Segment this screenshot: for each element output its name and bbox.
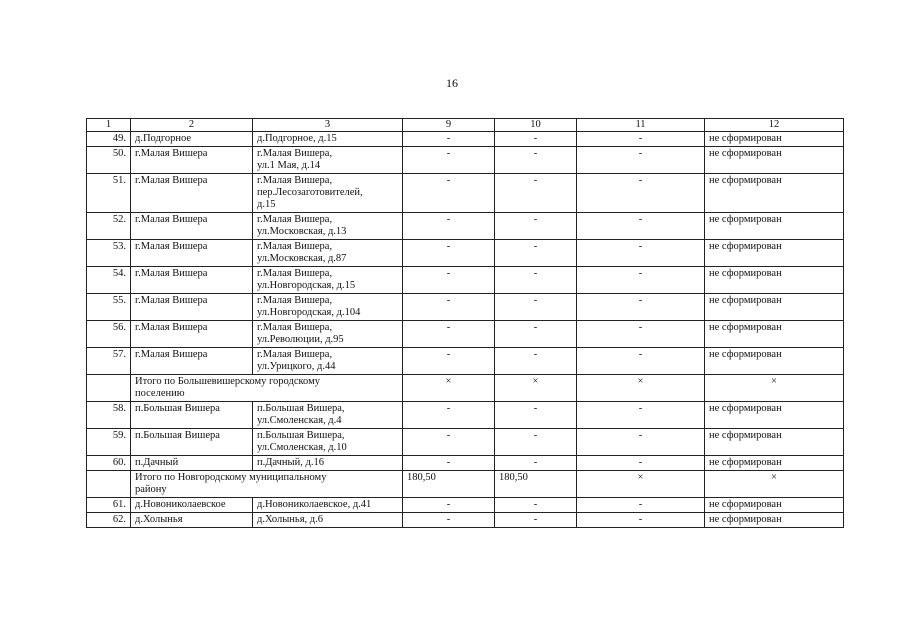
address-cell: п.Большая Вишера, ул.Смоленская, д.4	[253, 402, 403, 429]
col10-cell: -	[495, 498, 577, 513]
address-cell: г.Малая Вишера, ул.Московская, д.87	[253, 240, 403, 267]
column-header: 12	[705, 119, 844, 132]
col10-cell: -	[495, 429, 577, 456]
status-cell: не сформирован	[705, 132, 844, 147]
status-cell: не сформирован	[705, 213, 844, 240]
status-cell: ×	[705, 471, 844, 498]
col9-cell: -	[403, 321, 495, 348]
column-header: 1	[87, 119, 131, 132]
col11-cell: -	[577, 429, 705, 456]
row-number: 58.	[87, 402, 131, 429]
table-row	[87, 240, 844, 267]
table-row	[87, 294, 844, 321]
settlement-cell: п.Большая Вишера	[131, 402, 253, 429]
col11-cell: -	[577, 456, 705, 471]
table-row	[87, 132, 844, 147]
col11-cell: -	[577, 402, 705, 429]
row-number: 50.	[87, 147, 131, 174]
col10-cell: -	[495, 321, 577, 348]
address-cell: д.Новониколаевское, д.41	[253, 498, 403, 513]
register-table	[86, 118, 844, 528]
table-body	[87, 132, 844, 528]
column-header: 10	[495, 119, 577, 132]
col10-cell: -	[495, 147, 577, 174]
col9-cell: -	[403, 294, 495, 321]
col9-cell: -	[403, 498, 495, 513]
col11-cell: -	[577, 132, 705, 147]
col9-cell: -	[403, 240, 495, 267]
col10-cell: -	[495, 213, 577, 240]
status-cell: не сформирован	[705, 348, 844, 375]
address-cell: г.Малая Вишера, пер.Лесозаготовителей, д.15	[253, 174, 403, 213]
settlement-cell: г.Малая Вишера	[131, 294, 253, 321]
status-cell: не сформирован	[705, 498, 844, 513]
status-cell: не сформирован	[705, 294, 844, 321]
col11-cell: -	[577, 213, 705, 240]
col10-cell: ×	[495, 375, 577, 402]
table-row	[87, 174, 844, 213]
col9-cell: -	[403, 132, 495, 147]
table-row	[87, 267, 844, 294]
settlement-cell: г.Малая Вишера	[131, 147, 253, 174]
row-number: 49.	[87, 132, 131, 147]
settlement-cell: п.Большая Вишера	[131, 429, 253, 456]
col9-cell: -	[403, 348, 495, 375]
col11-cell: -	[577, 240, 705, 267]
row-number: 55.	[87, 294, 131, 321]
settlement-cell: д.Холынья	[131, 513, 253, 528]
settlement-cell: д.Новониколаевское	[131, 498, 253, 513]
settlement-cell: г.Малая Вишера	[131, 267, 253, 294]
col10-cell: -	[495, 513, 577, 528]
settlement-cell: г.Малая Вишера	[131, 240, 253, 267]
status-cell: не сформирован	[705, 267, 844, 294]
col10-cell: -	[495, 402, 577, 429]
col10-cell: -	[495, 294, 577, 321]
col9-cell: -	[403, 513, 495, 528]
row-number: 54.	[87, 267, 131, 294]
table-row	[87, 456, 844, 471]
total-row	[87, 375, 844, 402]
row-number: 62.	[87, 513, 131, 528]
col11-cell: -	[577, 498, 705, 513]
col9-cell: -	[403, 429, 495, 456]
address-cell: п.Большая Вишера, ул.Смоленская, д.10	[253, 429, 403, 456]
total-row	[87, 471, 844, 498]
col11-cell: ×	[577, 471, 705, 498]
status-cell: не сформирован	[705, 147, 844, 174]
column-header: 2	[131, 119, 253, 132]
status-cell: не сформирован	[705, 174, 844, 213]
col9-cell: -	[403, 213, 495, 240]
settlement-cell: г.Малая Вишера	[131, 348, 253, 375]
table-row	[87, 513, 844, 528]
col9-cell: -	[403, 456, 495, 471]
status-cell: не сформирован	[705, 402, 844, 429]
column-header: 11	[577, 119, 705, 132]
column-header: 9	[403, 119, 495, 132]
col11-cell: -	[577, 294, 705, 321]
col9-cell: 180,50	[403, 471, 495, 498]
table-row	[87, 498, 844, 513]
settlement-cell: п.Дачный	[131, 456, 253, 471]
settlement-cell: г.Малая Вишера	[131, 321, 253, 348]
status-cell: не сформирован	[705, 429, 844, 456]
address-cell: г.Малая Вишера, ул.1 Мая, д.14	[253, 147, 403, 174]
address-cell: п.Дачный, д.16	[253, 456, 403, 471]
col9-cell: -	[403, 267, 495, 294]
col11-cell: -	[577, 321, 705, 348]
settlement-cell: г.Малая Вишера	[131, 213, 253, 240]
total-label: Итого по Большевишерскому городскому поселению	[131, 375, 403, 402]
row-number: 61.	[87, 498, 131, 513]
status-cell: не сформирован	[705, 513, 844, 528]
row-number: 53.	[87, 240, 131, 267]
row-number-empty	[87, 471, 131, 498]
address-cell: г.Малая Вишера, ул.Московская, д.13	[253, 213, 403, 240]
table-row	[87, 147, 844, 174]
col10-cell: -	[495, 132, 577, 147]
col9-cell: -	[403, 402, 495, 429]
col11-cell: -	[577, 147, 705, 174]
row-number-empty	[87, 375, 131, 402]
status-cell: не сформирован	[705, 240, 844, 267]
address-cell: г.Малая Вишера, ул.Революции, д.95	[253, 321, 403, 348]
status-cell: не сформирован	[705, 321, 844, 348]
row-number: 51.	[87, 174, 131, 213]
col10-cell: -	[495, 240, 577, 267]
settlement-cell: г.Малая Вишера	[131, 174, 253, 213]
table-row	[87, 321, 844, 348]
row-number: 60.	[87, 456, 131, 471]
table-row	[87, 429, 844, 456]
col11-cell: -	[577, 348, 705, 375]
address-cell: д.Подгорное, д.15	[253, 132, 403, 147]
col10-cell: -	[495, 267, 577, 294]
table-row	[87, 348, 844, 375]
col11-cell: -	[577, 513, 705, 528]
address-cell: д.Холынья, д.6	[253, 513, 403, 528]
row-number: 56.	[87, 321, 131, 348]
col10-cell: 180,50	[495, 471, 577, 498]
table-row	[87, 213, 844, 240]
total-label: Итого по Новгородскому муниципальному району	[131, 471, 403, 498]
address-cell: г.Малая Вишера, ул.Урицкого, д.44	[253, 348, 403, 375]
col10-cell: -	[495, 174, 577, 213]
status-cell: ×	[705, 375, 844, 402]
col9-cell: -	[403, 174, 495, 213]
table-row	[87, 402, 844, 429]
address-cell: г.Малая Вишера, ул.Новгородская, д.104	[253, 294, 403, 321]
row-number: 59.	[87, 429, 131, 456]
settlement-cell: д.Подгорное	[131, 132, 253, 147]
status-cell: не сформирован	[705, 456, 844, 471]
col9-cell: -	[403, 147, 495, 174]
col10-cell: -	[495, 348, 577, 375]
address-cell: г.Малая Вишера, ул.Новгородская, д.15	[253, 267, 403, 294]
col11-cell: -	[577, 174, 705, 213]
row-number: 52.	[87, 213, 131, 240]
col11-cell: -	[577, 267, 705, 294]
row-number: 57.	[87, 348, 131, 375]
col10-cell: -	[495, 456, 577, 471]
header-row	[87, 119, 844, 132]
page-number: 16	[446, 76, 458, 90]
column-header: 3	[253, 119, 403, 132]
col11-cell: ×	[577, 375, 705, 402]
col9-cell: ×	[403, 375, 495, 402]
